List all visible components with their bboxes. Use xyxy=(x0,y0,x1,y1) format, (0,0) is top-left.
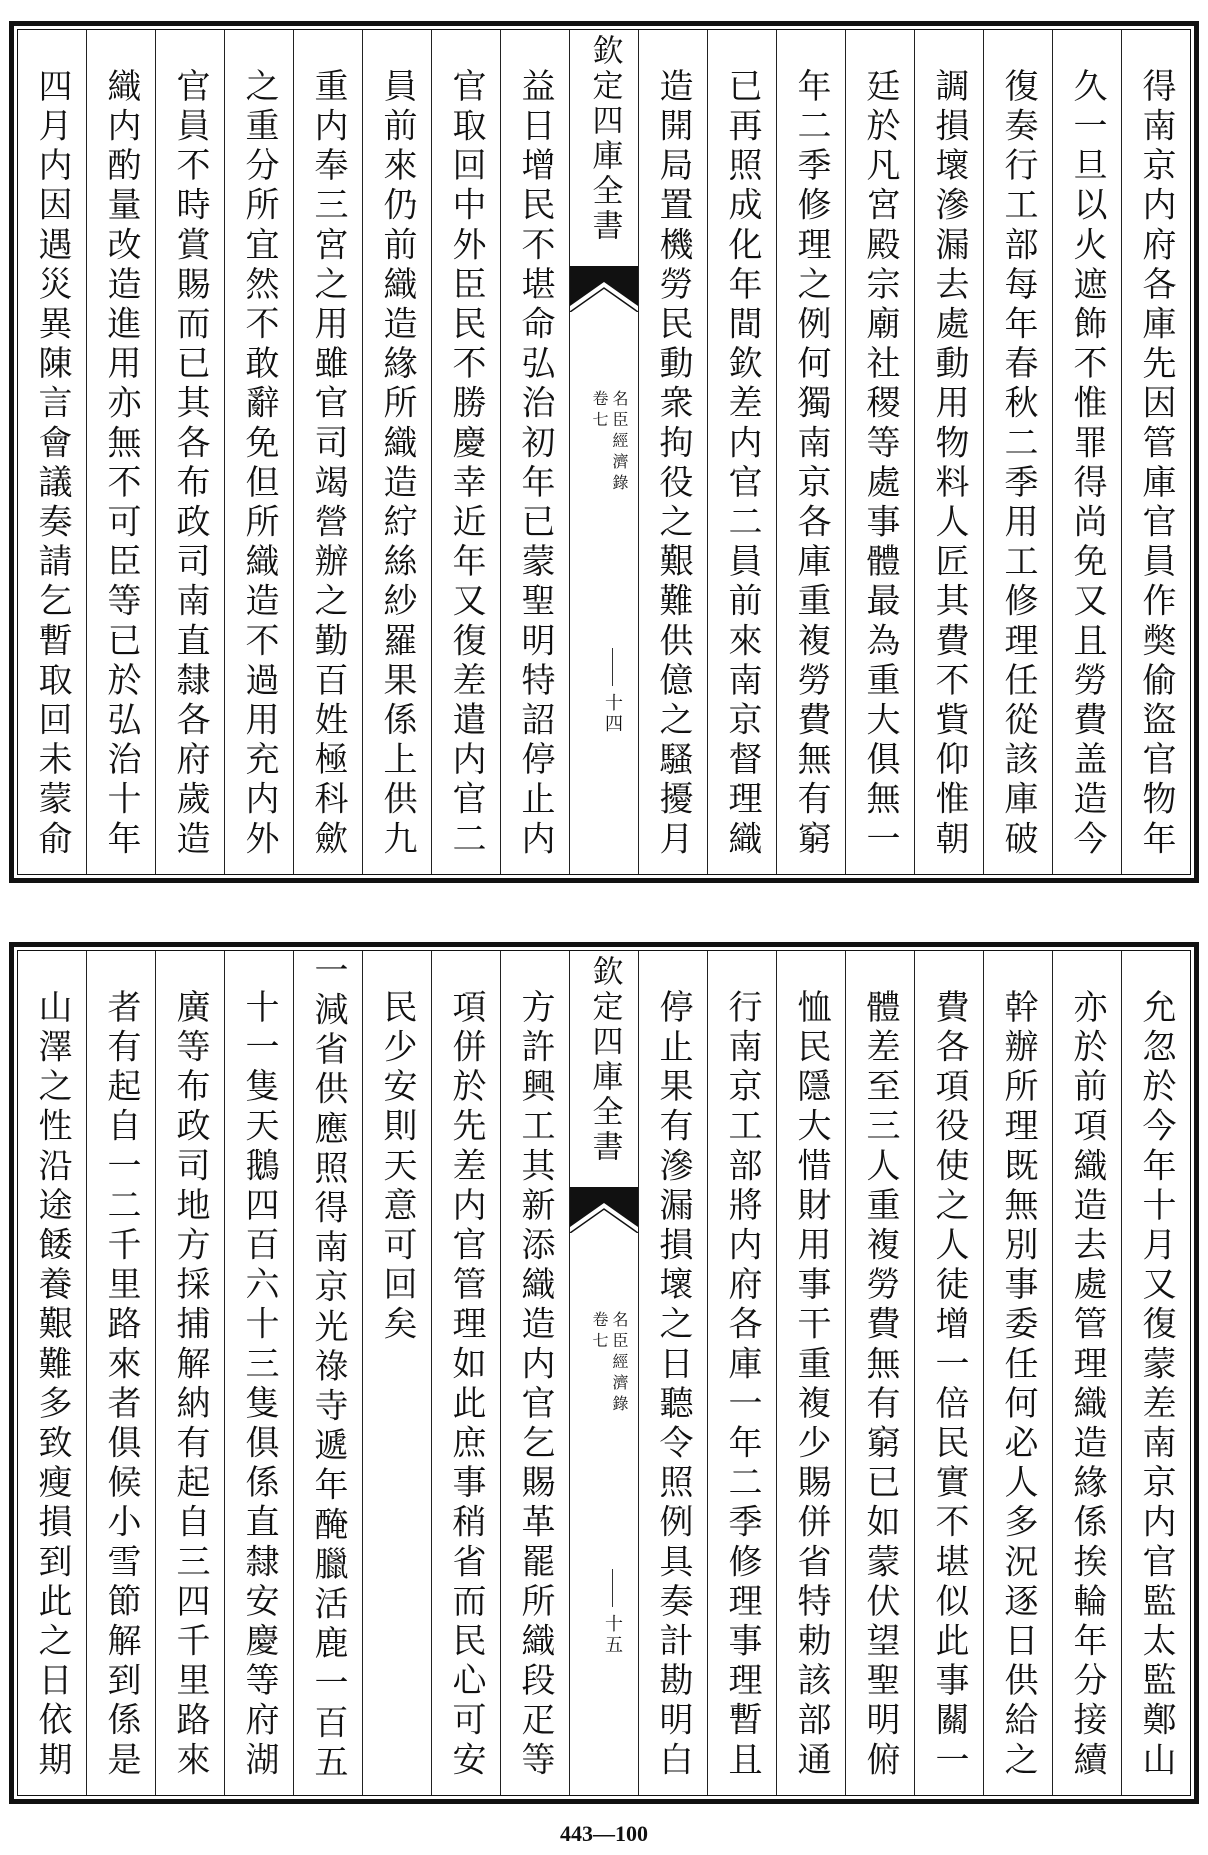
column-text: 重内奉三宮之用雖官司竭營辦之勤百姓極科歛 xyxy=(308,68,348,860)
column-text: 員前來仍前織造緣所織造紵絲紗羅果係上供九 xyxy=(377,68,417,860)
text-column xyxy=(86,30,155,874)
text-column xyxy=(638,30,707,874)
column-text: 允忽於今年十月又復蒙差南京内官監太監鄭山 xyxy=(1136,989,1176,1781)
text-column xyxy=(983,951,1052,1795)
center-strip-volume: 卷七 xyxy=(590,390,609,432)
column-text: 亦於前項織造去處管理織造緣係挨輪年分接續 xyxy=(1067,989,1107,1781)
column-text: 項併於先差内官管理如此庶事稍省而民心可安 xyxy=(446,989,486,1781)
center-strip-page-number: 十五 xyxy=(602,1614,623,1656)
text-column xyxy=(983,30,1052,874)
text-column xyxy=(500,951,569,1795)
center-strip-rule xyxy=(612,1569,613,1607)
text-column xyxy=(18,951,86,1795)
text-column xyxy=(638,951,707,1795)
column-text: 恤民隱大惜財用事干重複少賜併省特勅該部通 xyxy=(791,989,831,1781)
column-text: 造開局置機勞民動衆拘役之艱難供億之騷擾月 xyxy=(653,68,693,860)
column-text: 費各項役使之人徒增一倍民實不堪似此事關一 xyxy=(929,989,969,1781)
text-column xyxy=(707,30,776,874)
text-column xyxy=(707,951,776,1795)
column-text: 官取回中外臣民不勝慶幸近年又復差遣内官二 xyxy=(446,68,486,860)
center-strip-volume: 卷七 xyxy=(590,1311,609,1353)
column-text: 方許興工其新添織造内官乞賜革罷所織段疋等 xyxy=(515,989,555,1781)
text-column xyxy=(845,951,914,1795)
center-strip-book-info xyxy=(589,390,629,495)
center-strip-title: 欽定四庫全書 xyxy=(586,955,623,1165)
text-grid xyxy=(17,950,1191,1796)
text-column xyxy=(1121,951,1190,1795)
column-text: 得南京内府各庫先因管庫官員作獘偷盜官物年 xyxy=(1136,68,1176,860)
text-column xyxy=(86,951,155,1795)
center-strip-book-title: 名臣經濟錄 xyxy=(610,390,629,495)
column-text: 復奏行工部每年春秋二季用工修理任從該庫破 xyxy=(998,68,1038,860)
column-text: 之重分所宜然不敢辭免但所織造不過用充内外 xyxy=(239,68,279,860)
column-text: 十一隻天鵝四百六十三隻俱係直隸安慶等府湖 xyxy=(239,989,279,1781)
column-text: 年二季修理之例何獨南京各庫重複勞費無有窮 xyxy=(791,68,831,860)
column-text: 山澤之性沿途餧養艱難多致瘦損到此之日依期 xyxy=(32,989,72,1781)
column-text: 調損壞滲漏去處動用物料人匠其費不貲仰惟朝 xyxy=(929,68,969,860)
text-column xyxy=(1052,951,1121,1795)
column-text: 廣等布政司地方採捕解納有起自三四千里路來 xyxy=(170,989,210,1781)
text-column xyxy=(18,30,86,874)
center-strip xyxy=(569,951,638,1795)
column-text: 行南京工部將内府各庫一年二季修理事理暫且 xyxy=(722,989,762,1781)
center-strip-page-number: 十四 xyxy=(602,693,623,735)
center-strip-rule xyxy=(612,648,613,686)
text-column xyxy=(224,30,293,874)
center-strip-book-info xyxy=(589,1311,629,1416)
text-column xyxy=(776,30,845,874)
column-text: 織内酌量改造進用亦無不可臣等已於弘治十年 xyxy=(101,68,141,860)
text-column xyxy=(293,30,362,874)
column-text: 益日增民不堪命弘治初年已蒙聖明特詔停止内 xyxy=(515,68,555,860)
text-column xyxy=(500,30,569,874)
plate-number: 443—100 xyxy=(560,1821,648,1846)
text-column xyxy=(431,30,500,874)
text-column xyxy=(845,30,914,874)
column-text: 幹辦所理既無別事委任何必人多況逐日供給之 xyxy=(998,989,1038,1781)
center-strip xyxy=(569,30,638,874)
fishtail-ornament xyxy=(570,1187,638,1233)
column-text: 一減省供應照得南京光祿寺遞年醃臘活鹿一百五 xyxy=(308,952,348,1784)
text-column xyxy=(776,951,845,1795)
page-panel-bottom xyxy=(9,942,1199,1804)
text-column xyxy=(155,951,224,1795)
column-text: 者有起自一二千里路來者俱候小雪節解到係是 xyxy=(101,989,141,1781)
text-column xyxy=(362,30,431,874)
column-text: 官員不時賞賜而已其各布政司南直隸各府歲造 xyxy=(170,68,210,860)
column-text: 停止果有滲漏損壞之日聽令照例具奏計勘明白 xyxy=(653,989,693,1781)
text-column xyxy=(431,951,500,1795)
center-strip-title: 欽定四庫全書 xyxy=(586,34,623,244)
text-column xyxy=(362,951,431,1795)
text-column xyxy=(155,30,224,874)
text-column-raised xyxy=(293,951,362,1795)
column-text: 四月内因遇災異陳言會議奏請乞暫取回未蒙俞 xyxy=(32,68,72,860)
column-text: 民少安則天意可回矣 xyxy=(377,989,417,1346)
page-panel-top xyxy=(9,21,1199,883)
text-column xyxy=(914,30,983,874)
fishtail-ornament xyxy=(570,266,638,312)
column-text: 體差至三人重複勞費無有窮已如蒙伏望聖明俯 xyxy=(860,989,900,1781)
center-strip-book-title: 名臣經濟錄 xyxy=(610,1311,629,1416)
column-text: 久一旦以火遮飾不惟罪得尚免又且勞費盖造今 xyxy=(1067,68,1107,860)
column-text: 已再照成化年間欽差内官二員前來南京督理織 xyxy=(722,68,762,860)
text-column xyxy=(914,951,983,1795)
column-text: 廷於凡宮殿宗廟社稷等處事體最為重大俱無一 xyxy=(860,68,900,860)
text-column xyxy=(1052,30,1121,874)
text-column xyxy=(224,951,293,1795)
text-column xyxy=(1121,30,1190,874)
text-grid xyxy=(17,29,1191,875)
